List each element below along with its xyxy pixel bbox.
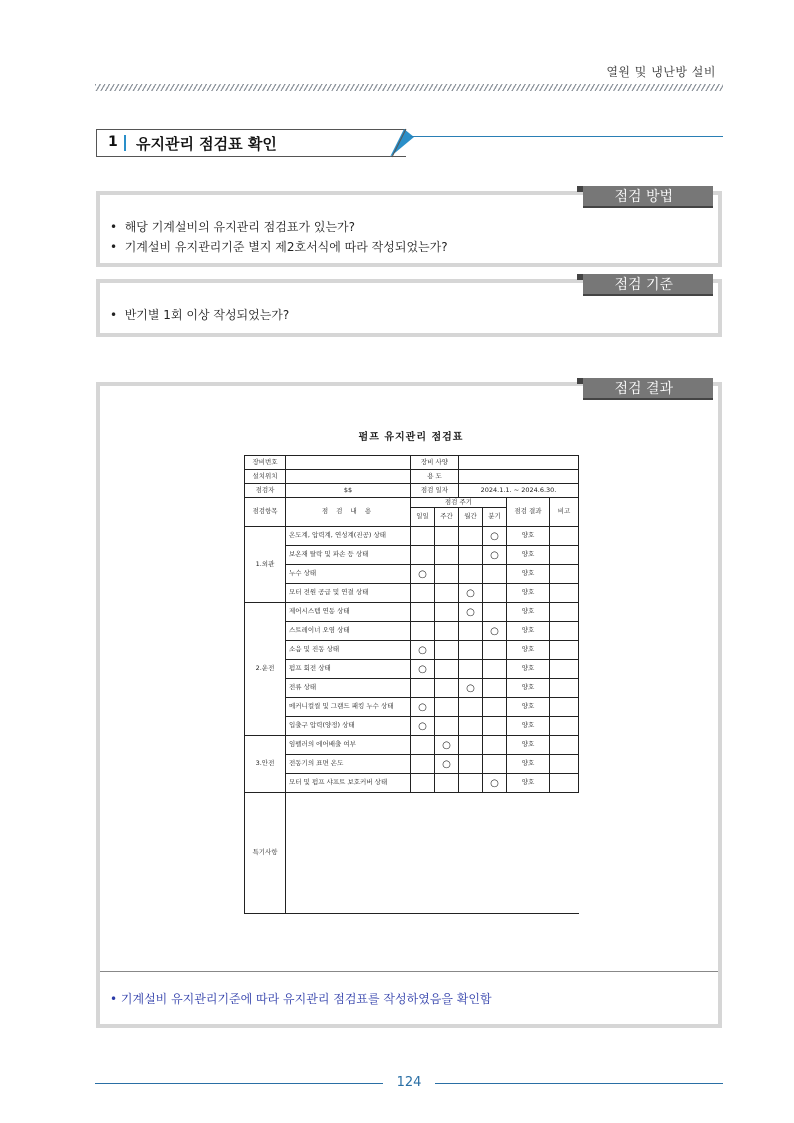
method-tag: 점검 방법 (583, 186, 713, 208)
item-content: 임펠러의 에어배출 여부 (286, 736, 411, 755)
category-cell: 3.안전 (245, 736, 286, 793)
cycle-quarterly-cell (483, 660, 507, 679)
cycle-monthly-cell (459, 622, 483, 641)
item-content: 전류 상태 (286, 679, 411, 698)
monthly-header: 월간 (459, 508, 483, 527)
checklist-item-row (245, 717, 579, 736)
cycle-monthly-cell: ○ (459, 679, 483, 698)
cycle-quarterly-cell: ○ (483, 527, 507, 546)
item-remark (550, 527, 579, 546)
item-result: 양호 (507, 698, 550, 717)
item-remark (550, 641, 579, 660)
method-bullet-1: • 해당 기계설비의 유지관리 점검표가 있는가? (110, 220, 356, 234)
cycle-daily-cell: ○ (411, 698, 435, 717)
item-content: 보온재 탈락 및 파손 등 상태 (286, 546, 411, 565)
criteria-bullet-1-text: 반기별 1회 이상 작성되었는가? (124, 308, 290, 322)
item-result: 양호 (507, 660, 550, 679)
item-result: 양호 (507, 527, 550, 546)
cycle-weekly-cell (435, 622, 459, 641)
method-bullet-2-text: 기계설비 유지관리기준 별지 제2호서식에 따라 작성되었는가? (124, 240, 448, 254)
checklist-title: 펌프 유지관리 점검표 (358, 432, 464, 443)
cycle-monthly-cell (459, 755, 483, 774)
info-row-3 (245, 484, 579, 498)
cycle-quarterly-cell (483, 679, 507, 698)
item-result: 양호 (507, 717, 550, 736)
method-bullet-2: • 기계설비 유지관리기준 별지 제2호서식에 따라 작성되었는가? (110, 240, 448, 254)
cycle-quarterly-cell (483, 565, 507, 584)
checklist-item-row (245, 774, 579, 793)
item-remark (550, 584, 579, 603)
column-header-row-1 (245, 498, 579, 508)
item-content: 모터 전원 공급 및 연결 상태 (286, 584, 411, 603)
item-remark (550, 660, 579, 679)
checklist-item-row (245, 755, 579, 774)
item-content: 메커니컬씰 및 그랜드 패킹 누수 상태 (286, 698, 411, 717)
special-notes-row (245, 793, 579, 914)
remark-header: 비고 (550, 498, 579, 527)
cycle-daily-cell: ○ (411, 660, 435, 679)
checklist-item-row (245, 565, 579, 584)
content-header: 점 검 내 용 (286, 498, 411, 527)
section-heading-tab-icon (390, 127, 420, 159)
cycle-weekly-cell (435, 660, 459, 679)
section-title: 유지관리 점검표 확인 (136, 135, 277, 153)
cycle-weekly-cell: ○ (435, 755, 459, 774)
item-result: 양호 (507, 622, 550, 641)
spec-label: 장비 사양 (411, 456, 459, 470)
cycle-monthly-cell (459, 717, 483, 736)
cycle-monthly-cell (459, 698, 483, 717)
criteria-bullet-1: • 반기별 1회 이상 작성되었는가? (110, 308, 290, 322)
cycle-quarterly-cell: ○ (483, 622, 507, 641)
cycle-monthly-cell: ○ (459, 584, 483, 603)
criteria-tag-corner (577, 274, 583, 280)
cycle-daily-cell (411, 527, 435, 546)
checklist-item-row (245, 679, 579, 698)
section-rule (410, 136, 723, 137)
item-content: 펌프 회전 상태 (286, 660, 411, 679)
item-remark (550, 736, 579, 755)
checklist-item-row (245, 546, 579, 565)
daily-header: 일일 (411, 508, 435, 527)
cycle-daily-cell (411, 736, 435, 755)
result-header: 점검 결과 (507, 498, 550, 527)
cycle-daily-cell (411, 622, 435, 641)
cycle-daily-cell: ○ (411, 565, 435, 584)
result-tag: 점검 결과 (583, 378, 713, 400)
cycle-monthly-cell (459, 565, 483, 584)
result-tag-corner (577, 378, 583, 384)
category-cell: 1.외관 (245, 527, 286, 603)
cycle-daily-cell (411, 546, 435, 565)
location-value (286, 470, 411, 484)
cycle-weekly-cell (435, 603, 459, 622)
footer-rule-left (95, 1083, 383, 1084)
page-number: 124 (396, 1075, 422, 1090)
item-result: 양호 (507, 546, 550, 565)
cycle-weekly-cell (435, 698, 459, 717)
checklist-item-row (245, 698, 579, 717)
item-result: 양호 (507, 565, 550, 584)
section-number: 1 (108, 134, 118, 150)
item-result: 양호 (507, 603, 550, 622)
item-result: 양호 (507, 641, 550, 660)
cycle-quarterly-cell (483, 717, 507, 736)
checklist-item-row (245, 736, 579, 755)
cycle-weekly-cell (435, 584, 459, 603)
cycle-weekly-cell (435, 565, 459, 584)
cycle-weekly-cell (435, 527, 459, 546)
item-remark (550, 774, 579, 793)
item-remark (550, 698, 579, 717)
category-header: 점검항목 (245, 498, 286, 527)
cycle-quarterly-cell (483, 736, 507, 755)
item-content: 스트레이너 오염 상태 (286, 622, 411, 641)
section-number-divider (124, 135, 126, 151)
info-row-2 (245, 470, 579, 484)
special-notes-label: 특기사항 (245, 793, 286, 914)
cycle-daily-cell: ○ (411, 641, 435, 660)
equipment-no-label: 장비번호 (245, 456, 286, 470)
equipment-no-value (286, 456, 411, 470)
info-row-1 (245, 456, 579, 470)
cycle-weekly-cell (435, 641, 459, 660)
cycle-daily-cell (411, 755, 435, 774)
checklist-item-row (245, 641, 579, 660)
cycle-monthly-cell (459, 527, 483, 546)
cycle-daily-cell: ○ (411, 717, 435, 736)
item-content: 전동기의 표면 온도 (286, 755, 411, 774)
date-label: 점검 일자 (411, 484, 459, 498)
item-result: 양호 (507, 774, 550, 793)
cycle-quarterly-cell (483, 641, 507, 660)
item-content: 소음 및 진동 상태 (286, 641, 411, 660)
cycle-quarterly-cell (483, 698, 507, 717)
cycle-monthly-cell (459, 774, 483, 793)
cycle-daily-cell (411, 679, 435, 698)
item-remark (550, 622, 579, 641)
checklist-table (244, 455, 579, 914)
method-tag-corner (577, 186, 583, 192)
checklist-item-row (245, 660, 579, 679)
cycle-daily-cell (411, 774, 435, 793)
inspector-value: $$ (286, 484, 411, 498)
item-content: 누수 상태 (286, 565, 411, 584)
cycle-monthly-cell (459, 660, 483, 679)
item-remark (550, 603, 579, 622)
cycle-weekly-cell: ○ (435, 736, 459, 755)
result-divider (100, 971, 718, 972)
inspector-label: 점검자 (245, 484, 286, 498)
weekly-header: 주간 (435, 508, 459, 527)
location-label: 설치위치 (245, 470, 286, 484)
cycle-weekly-cell (435, 679, 459, 698)
special-notes-value (286, 793, 579, 914)
usage-label: 용 도 (411, 470, 459, 484)
checklist-item-row (245, 622, 579, 641)
cycle-monthly-cell: ○ (459, 603, 483, 622)
item-remark (550, 565, 579, 584)
checklist-item-row (245, 603, 579, 622)
cycle-quarterly-cell (483, 584, 507, 603)
cycle-header: 점검 주기 (411, 498, 507, 508)
cycle-weekly-cell (435, 774, 459, 793)
cycle-quarterly-cell (483, 755, 507, 774)
cycle-quarterly-cell: ○ (483, 546, 507, 565)
item-content: 제어시스템 연동 상태 (286, 603, 411, 622)
item-result: 양호 (507, 679, 550, 698)
cycle-quarterly-cell (483, 603, 507, 622)
checklist-item-row (245, 527, 579, 546)
cycle-quarterly-cell: ○ (483, 774, 507, 793)
item-content: 입출구 압력(양정) 상태 (286, 717, 411, 736)
item-remark (550, 755, 579, 774)
date-value: 2024.1.1. ~ 2024.6.30. (459, 484, 579, 498)
cycle-weekly-cell (435, 717, 459, 736)
criteria-tag: 점검 기준 (583, 274, 713, 296)
method-bullet-1-text: 해당 기계설비의 유지관리 점검표가 있는가? (124, 220, 356, 234)
item-remark (550, 546, 579, 565)
item-content: 온도계, 압력계, 연성계(진공) 상태 (286, 527, 411, 546)
running-header: 열원 및 냉난방 설비 (606, 65, 716, 79)
cycle-daily-cell (411, 603, 435, 622)
item-result: 양호 (507, 584, 550, 603)
quarterly-header: 분기 (483, 508, 507, 527)
item-remark (550, 679, 579, 698)
item-result: 양호 (507, 755, 550, 774)
item-content: 모터 및 펌프 샤프트 보호커버 상태 (286, 774, 411, 793)
cycle-monthly-cell (459, 641, 483, 660)
cycle-monthly-cell (459, 546, 483, 565)
conclusion-text: 기계설비 유지관리기준에 따라 유지관리 점검표를 작성하였음을 확인함 (120, 992, 492, 1006)
item-result: 양호 (507, 736, 550, 755)
spec-value (459, 456, 579, 470)
conclusion: • 기계설비 유지관리기준에 따라 유지관리 점검표를 작성하였음을 확인함 (110, 992, 492, 1006)
category-cell: 2.운전 (245, 603, 286, 736)
cycle-daily-cell (411, 584, 435, 603)
cycle-monthly-cell (459, 736, 483, 755)
cycle-weekly-cell (435, 546, 459, 565)
checklist-item-row (245, 584, 579, 603)
footer-rule-right (435, 1083, 723, 1084)
item-remark (550, 717, 579, 736)
usage-value (459, 470, 579, 484)
header-hatch-divider (95, 84, 723, 91)
